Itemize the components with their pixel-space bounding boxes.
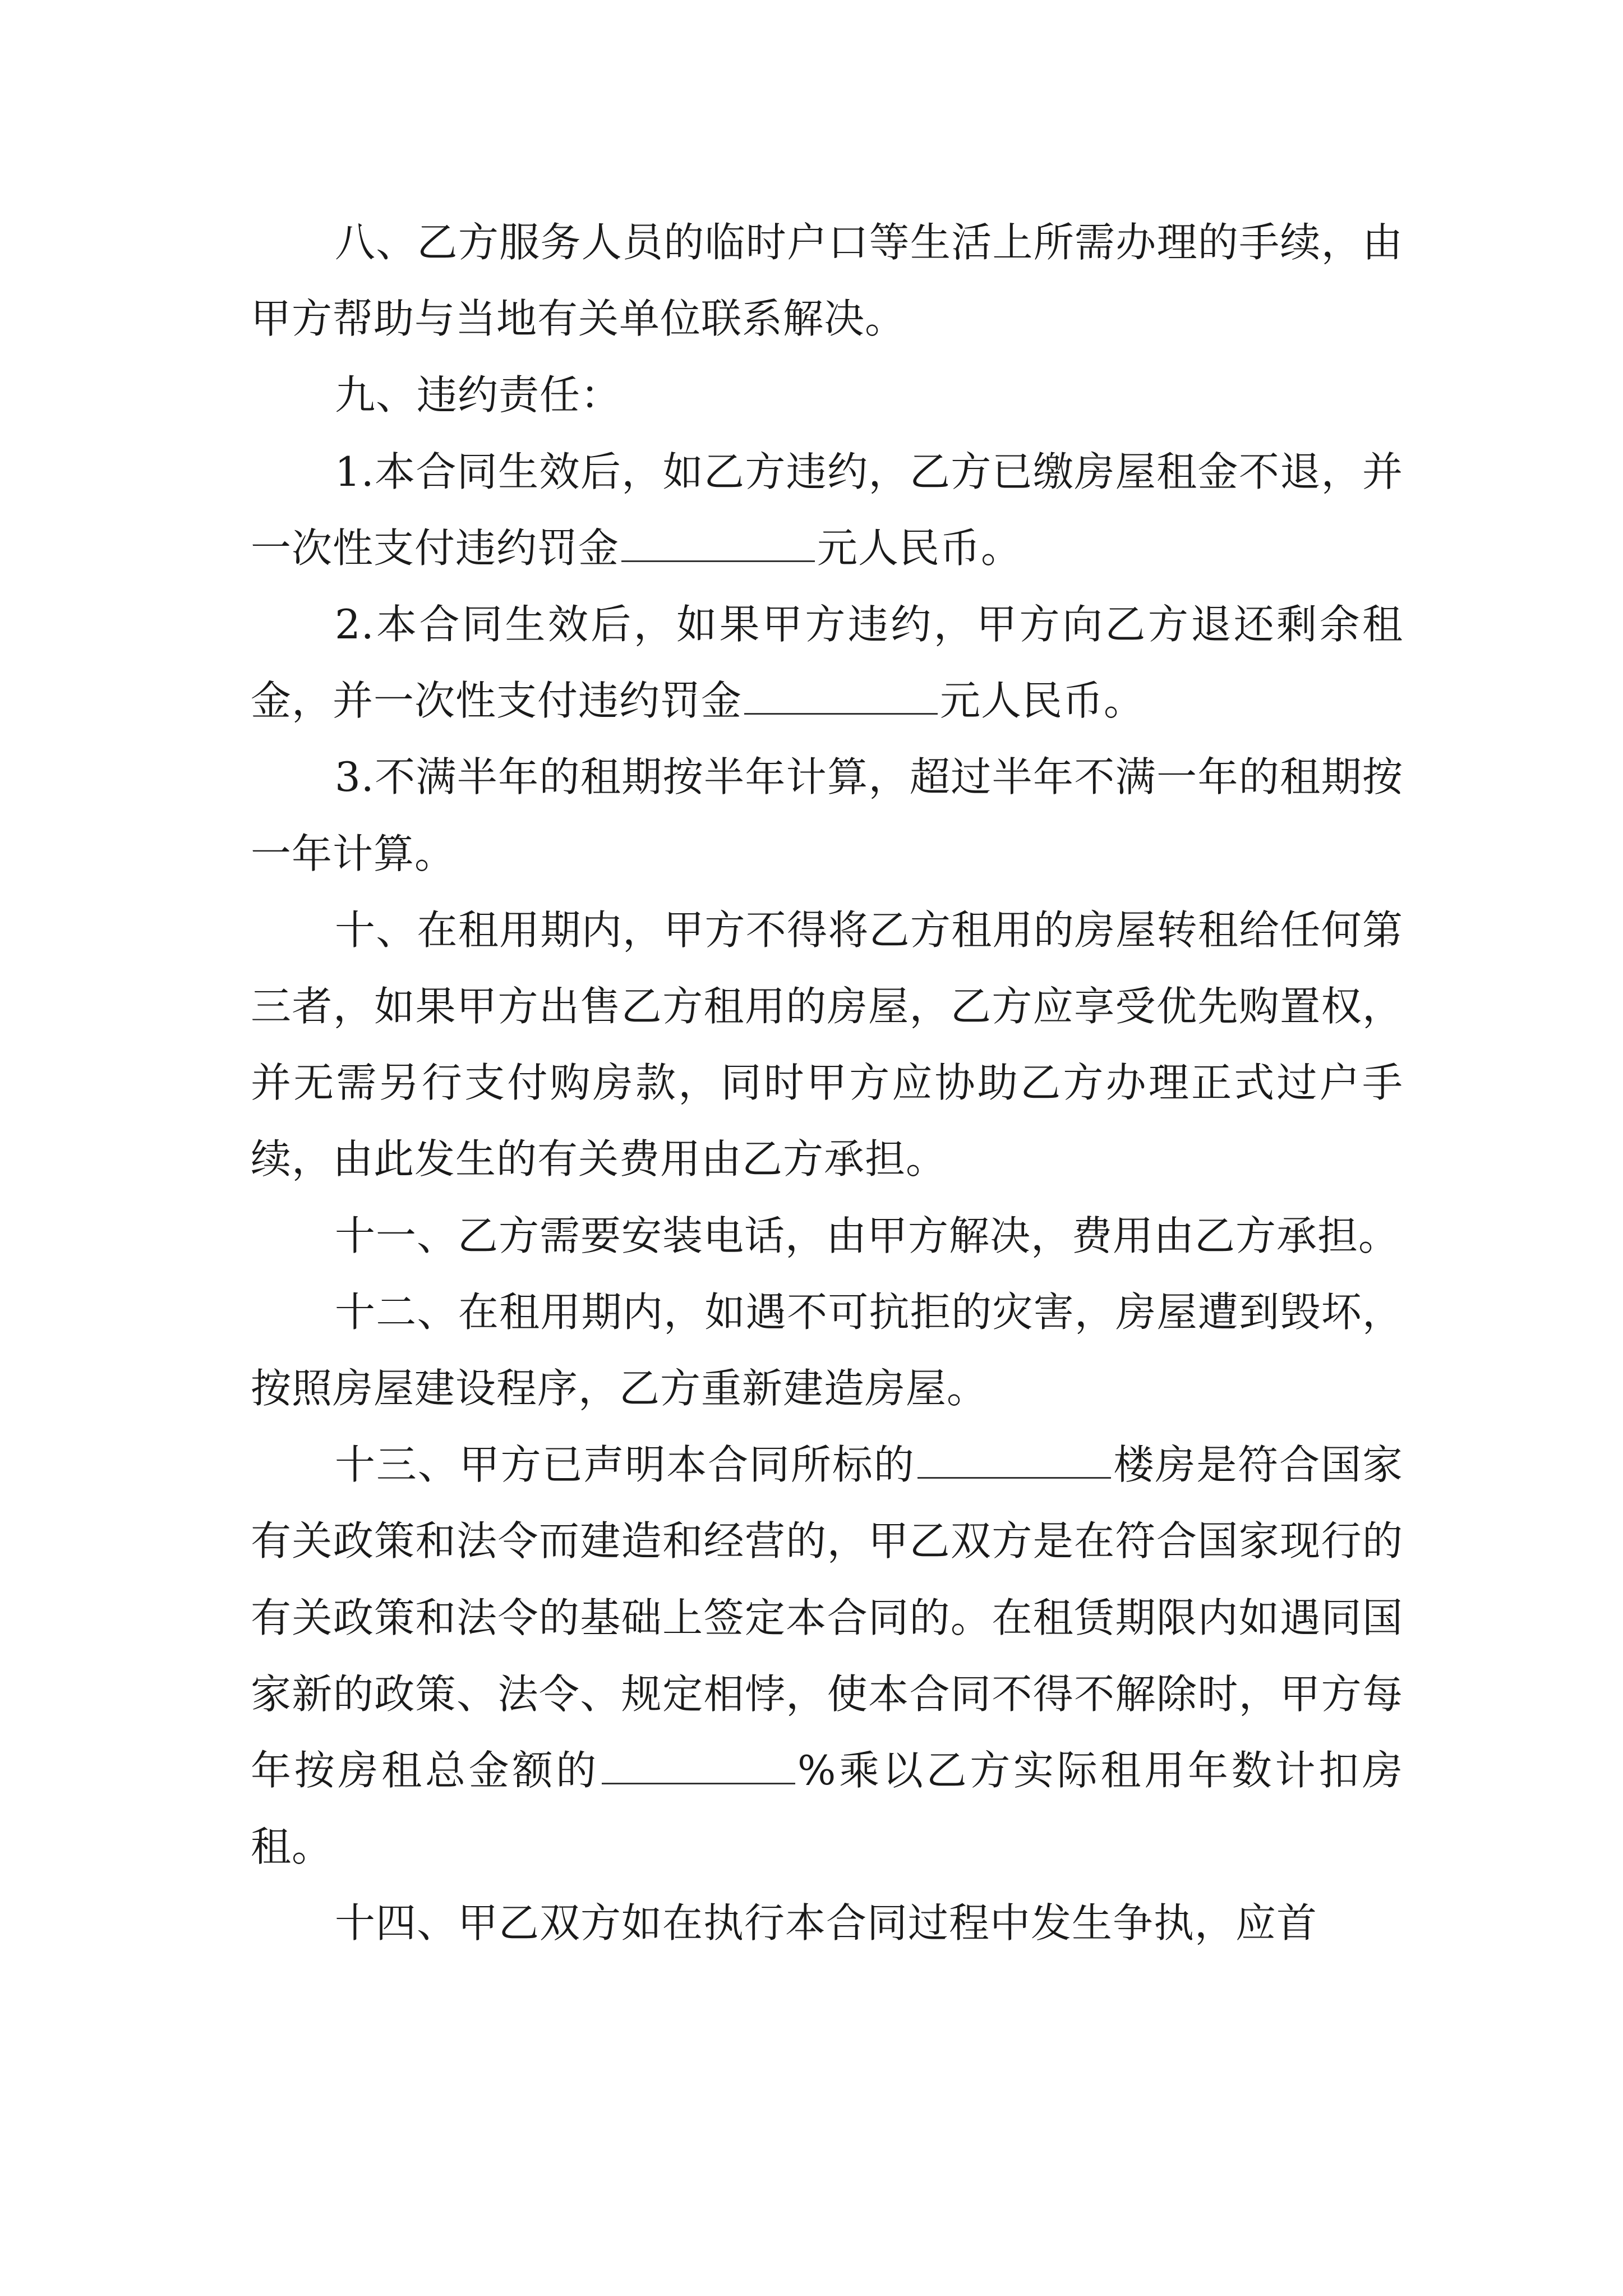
clause-9-item-2-tail: 元人民币。 xyxy=(940,677,1145,725)
clause-13-text: 十三、甲方已声明本合同所标的 xyxy=(335,1441,915,1489)
clause-14 xyxy=(251,1885,1403,1961)
clause-13-text-tail: %乘以乙方实际租用年数计扣房租。 xyxy=(251,1747,1403,1871)
clause-10-text: 十、在租用期内，甲方不得将乙方租用的房屋转租给任何第三者，如果甲方出售乙方租用的房屋，乙方应享受优先购置权，并无需另行支付购房款，同时甲方应协助乙方办理正式过户手续，由此发生的有关费用由乙方承担。 xyxy=(251,906,1403,1183)
clause-9-heading xyxy=(251,357,1403,433)
clause-13-text-mid: 楼房是符合国家有关政策和法令而建造和经营的，甲乙双方是在符合国家现行的有关政策和法令的基础上签定本合同的。在租赁期限内如遇同国家新的政策、法令、规定相悖，使本合同不得不解除时，甲方每年按房租总金额的 xyxy=(251,1441,1403,1795)
percentage-blank xyxy=(602,1780,795,1784)
clause-10 xyxy=(251,892,1403,1198)
clause-14-text: 十四、甲乙双方如在执行本合同过程中发生争执，应首 xyxy=(335,1899,1318,1947)
clause-11 xyxy=(251,1198,1403,1274)
building-name-blank xyxy=(917,1475,1111,1479)
clause-9-item-3 xyxy=(251,739,1403,891)
clause-13 xyxy=(251,1427,1403,1885)
clause-8-text: 八、乙方服务人员的临时户口等生活上所需办理的手续，由甲方帮助与当地有关单位联系解决。 xyxy=(251,219,1403,343)
clause-8 xyxy=(251,204,1403,357)
clause-12 xyxy=(251,1274,1403,1427)
clause-12-text: 十二、在租用期内，如遇不可抗拒的灾害，房屋遭到毁坏，按照房屋建设程序，乙方重新建造房屋。 xyxy=(251,1288,1403,1412)
clause-11-text: 十一、乙方需要安装电话，由甲方解决，费用由乙方承担。 xyxy=(335,1212,1400,1259)
clause-9-heading-text: 九、违约责任： xyxy=(335,371,622,419)
penalty-amount-blank xyxy=(744,711,938,715)
clause-9-item-1 xyxy=(251,434,1403,586)
clause-9-item-2 xyxy=(251,586,1403,739)
clause-9-item-3-text: 3.不满半年的租期按半年计算，超过半年不满一年的租期按一年计算。 xyxy=(251,753,1403,877)
contract-body xyxy=(251,204,1403,1962)
clause-9-item-2-text: 2.本合同生效后，如果甲方违约，甲方向乙方退还剩余租金，并一次性支付违约罚金 xyxy=(251,601,1403,725)
penalty-amount-blank xyxy=(621,558,815,562)
clause-9-item-1-text: 1.本合同生效后，如乙方违约，乙方已缴房屋租金不退，并一次性支付违约罚金 xyxy=(251,448,1403,572)
clause-9-item-1-tail: 元人民币。 xyxy=(817,524,1022,572)
